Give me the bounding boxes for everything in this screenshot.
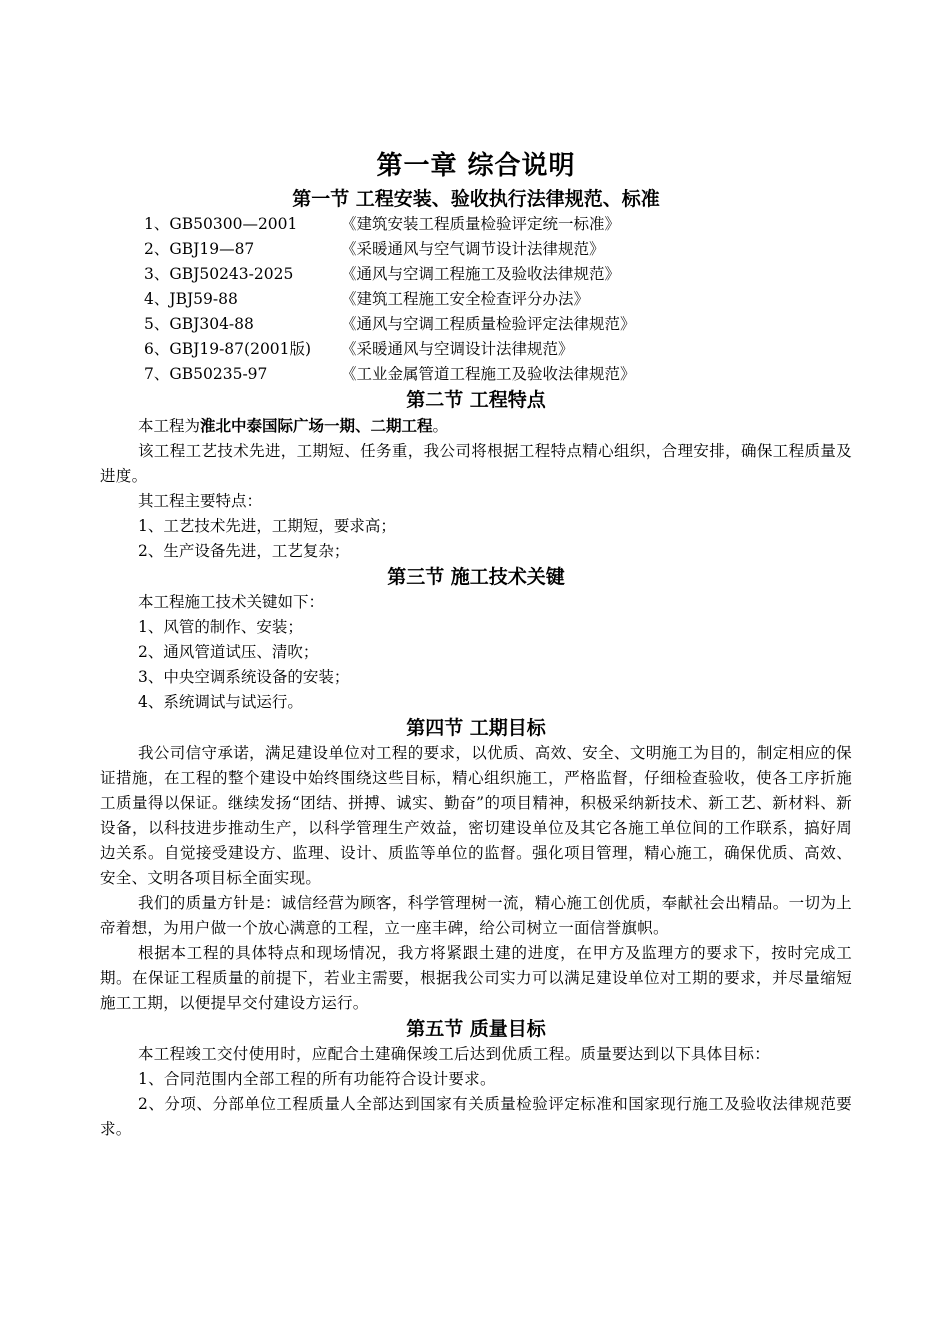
standard-code: 4、JBJ59-88	[144, 290, 238, 308]
list-item: 1、风管的制作、安装；	[138, 618, 303, 636]
standard-title: 《通风与空调工程施工及验收法律规范》	[341, 265, 621, 283]
paragraph: 我公司信守承诺，满足建设单位对工程的要求，以优质、高效、安全、文明施工为目的，制定相应的保证措施，在工程的整个建设中始终围绕这些目标，精心组织施工，严格监督，仔细检查验收，使各工序折施工质量得以保证。继续发扬“团结、拼搏、诚实、勤奋”的项目精神，积极采纳新技术、新工艺、新材料、新设备，以科技进步推动生产，以科学管理生产效益，密切建设单位及其它各施工单位间的工作联系，搞好周边关系。自觉接受建设方、监理、设计、质监等单位的监督。强化项目管理，精心施工，确保优质、高效、安全、文明各项目标全面实现。	[100, 744, 852, 887]
paragraph: 该工程工艺技术先进，工期短、任务重，我公司将根据工程特点精心组织，合理安排，确保工程质量及进度。	[100, 442, 852, 485]
section-5-title: 第五节 质量目标	[406, 1018, 546, 1040]
standard-code: 3、GBJ50243-2025	[144, 265, 294, 283]
standard-title: 《采暖通风与空调设计法律规范》	[341, 340, 574, 358]
standards-list	[100, 212, 852, 387]
list-item: 3、中央空调系统设备的安装；	[138, 668, 350, 686]
list-item: 2、分项、分部单位工程质量人全部达到国家有关质量检验评定标准和国家现行施工及验收法律规范要求。	[100, 1095, 852, 1138]
section-1-title: 第一节 工程安装、验收执行法律规范、标准	[292, 188, 660, 210]
project-intro	[100, 413, 852, 439]
standard-item	[100, 262, 852, 287]
paragraph: 本工程竣工交付使用时，应配合土建确保竣工后达到优质工程。质量要达到以下具体目标：	[138, 1045, 771, 1063]
standard-item	[100, 312, 852, 337]
section-3-title: 第三节 施工技术关键	[387, 566, 565, 588]
standard-item	[100, 287, 852, 312]
paragraph: 根据本工程的具体特点和现场情况，我方将紧跟土建的进度，在甲方及监理方的要求下，按时完成工期。在保证工程质量的前提下，若业主需要，根据我公司实力可以满足建设单位对工期的要求，并尽量缩短施工工期，以便提早交付建设方运行。	[100, 944, 852, 1012]
standard-title: 《通风与空调工程质量检验评定法律规范》	[341, 315, 636, 333]
paragraph: 我们的质量方针是：诚信经营为顾客，科学管理树一流，精心施工创优质，奉献社会出精品。一切为上帝着想，为用户做一个放心满意的工程，立一座丰碑，给公司树立一面信誉旗帜。	[100, 894, 852, 937]
standard-code: 7、GB50235-97	[144, 365, 268, 383]
section-2-title: 第二节 工程特点	[406, 389, 546, 411]
standard-title: 《建筑安装工程质量检验评定统一标准》	[341, 215, 621, 233]
document-page	[100, 146, 852, 1142]
standard-title: 《建筑工程施工安全检查评分办法》	[341, 290, 590, 308]
standard-item	[100, 237, 852, 262]
list-item: 2、生产设备先进，工艺复杂；	[138, 542, 350, 560]
section-4-title: 第四节 工期目标	[406, 717, 546, 739]
standard-code: 5、GBJ304-88	[144, 315, 254, 333]
intro-suffix: 。	[432, 417, 449, 435]
list-item: 1、合同范围内全部工程的所有功能符合设计要求。	[138, 1070, 496, 1088]
standard-title: 《工业金属管道工程施工及验收法律规范》	[341, 365, 636, 383]
intro-prefix: 本工程为	[138, 417, 201, 435]
paragraph: 本工程施工技术关键如下：	[138, 593, 325, 611]
standard-item	[100, 337, 852, 362]
standard-item	[100, 362, 852, 387]
standard-item	[100, 212, 852, 237]
list-item: 4、系统调试与试运行。	[138, 693, 303, 711]
standard-code: 6、GBJ19-87(2001版)	[144, 340, 312, 358]
chapter-title: 第一章 综合说明	[376, 151, 576, 181]
standard-title: 《采暖通风与空气调节设计法律规范》	[341, 240, 605, 258]
paragraph: 其工程主要特点：	[138, 492, 263, 510]
list-item: 1、工艺技术先进，工期短，要求高；	[138, 517, 396, 535]
project-name: 淮北中泰国际广场一期、二期工程	[200, 416, 433, 435]
standard-code: 1、GB50300—2001	[144, 215, 298, 233]
list-item: 2、通风管道试压、清吹；	[138, 643, 319, 661]
standard-code: 2、GBJ19—87	[144, 240, 255, 258]
